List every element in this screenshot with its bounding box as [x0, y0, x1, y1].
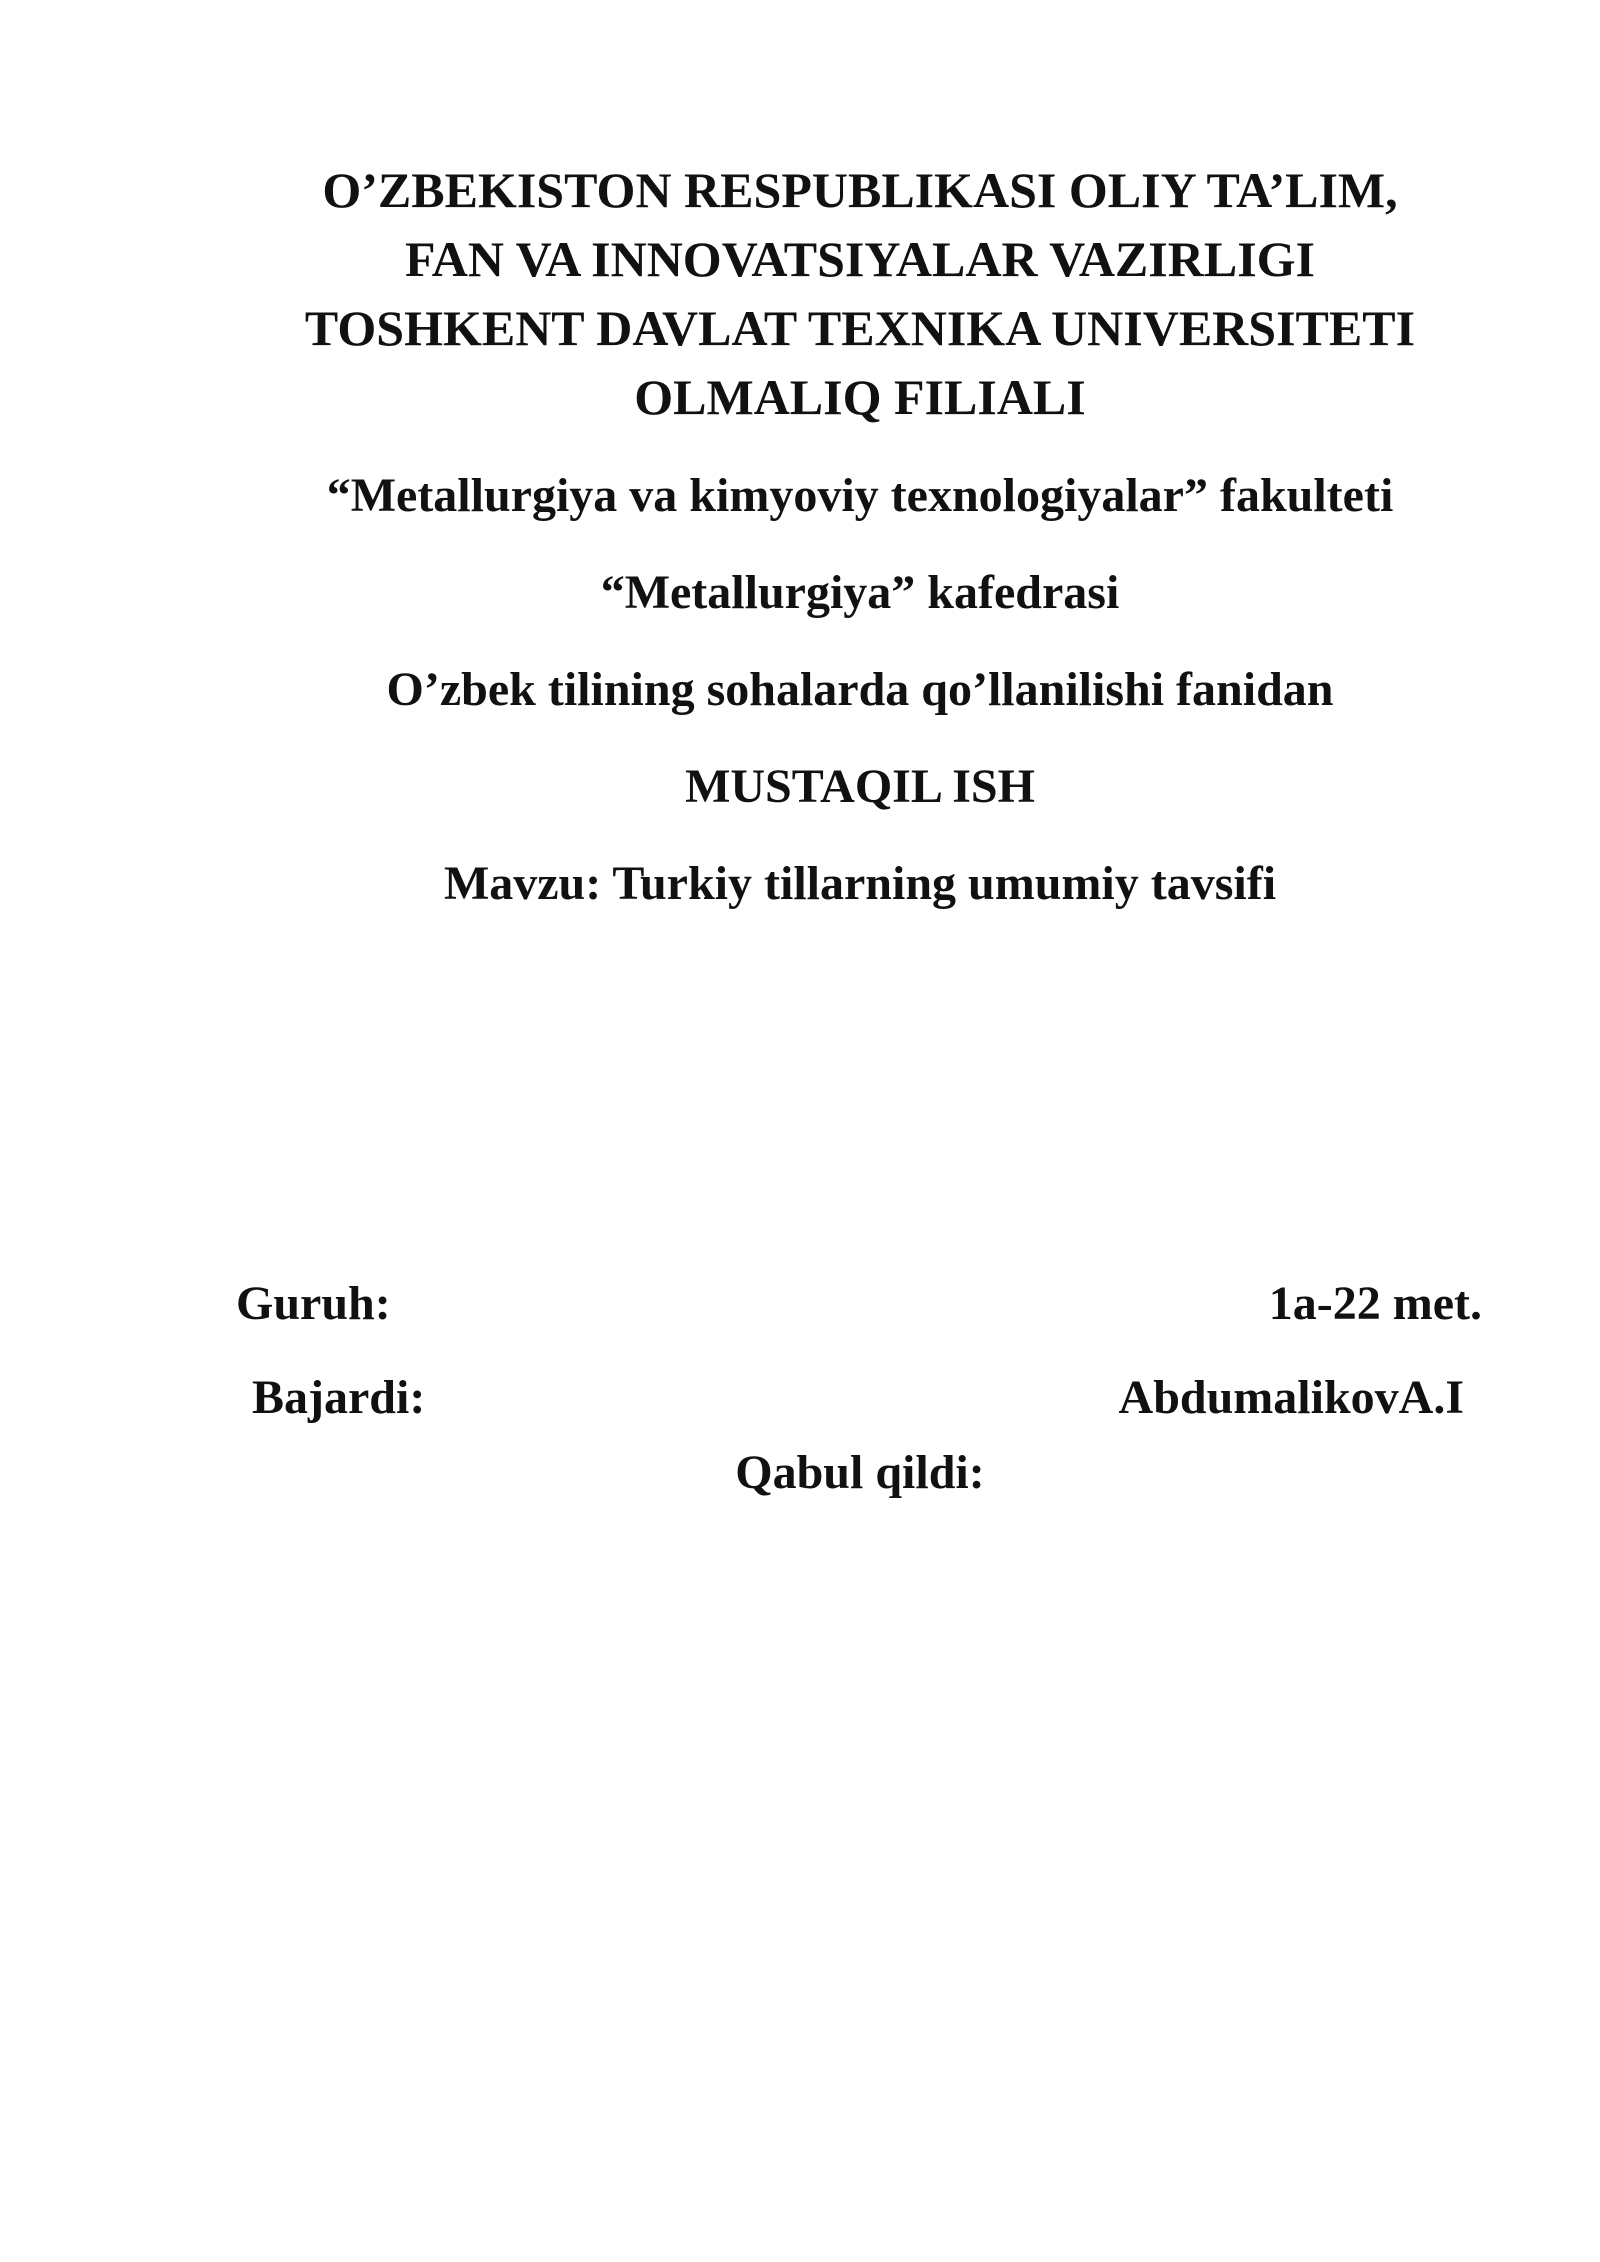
institution-header — [0, 156, 1600, 432]
group-label: Guruh: — [236, 1277, 391, 1330]
group-value: 1a-22 met. — [1268, 1277, 1482, 1330]
header-line-ministry-2: FAN VA INNOVATSIYALAR VAZIRLIGI — [404, 231, 1316, 287]
header-line-branch: OLMALIQ FILIALI — [634, 369, 1086, 425]
accepted-by-label: Qabul qildi: — [735, 1446, 985, 1499]
work-type-title: MUSTAQIL ISH — [685, 760, 1035, 813]
department-name: “Metallurgiya” kafedrasi — [600, 566, 1120, 619]
subject-name: O’zbek tilining sohalarda qo’llanilishi fanidan — [386, 663, 1334, 716]
faculty-name: “Metallurgiya va kimyoviy texnologiyalar” fakulteti — [326, 469, 1394, 522]
done-by-value: AbdumalikovA.I — [1118, 1371, 1464, 1424]
done-by-label: Bajardi: — [252, 1371, 426, 1424]
header-line-ministry-1: O’ZBEKISTON RESPUBLIKASI OLIY TA’LIM, — [322, 162, 1398, 218]
header-line-university: TOSHKENT DAVLAT TEXNIKA UNIVERSITETI — [304, 300, 1416, 356]
topic-title: Mavzu: Turkiy tillarning umumiy tavsifi — [443, 857, 1277, 910]
